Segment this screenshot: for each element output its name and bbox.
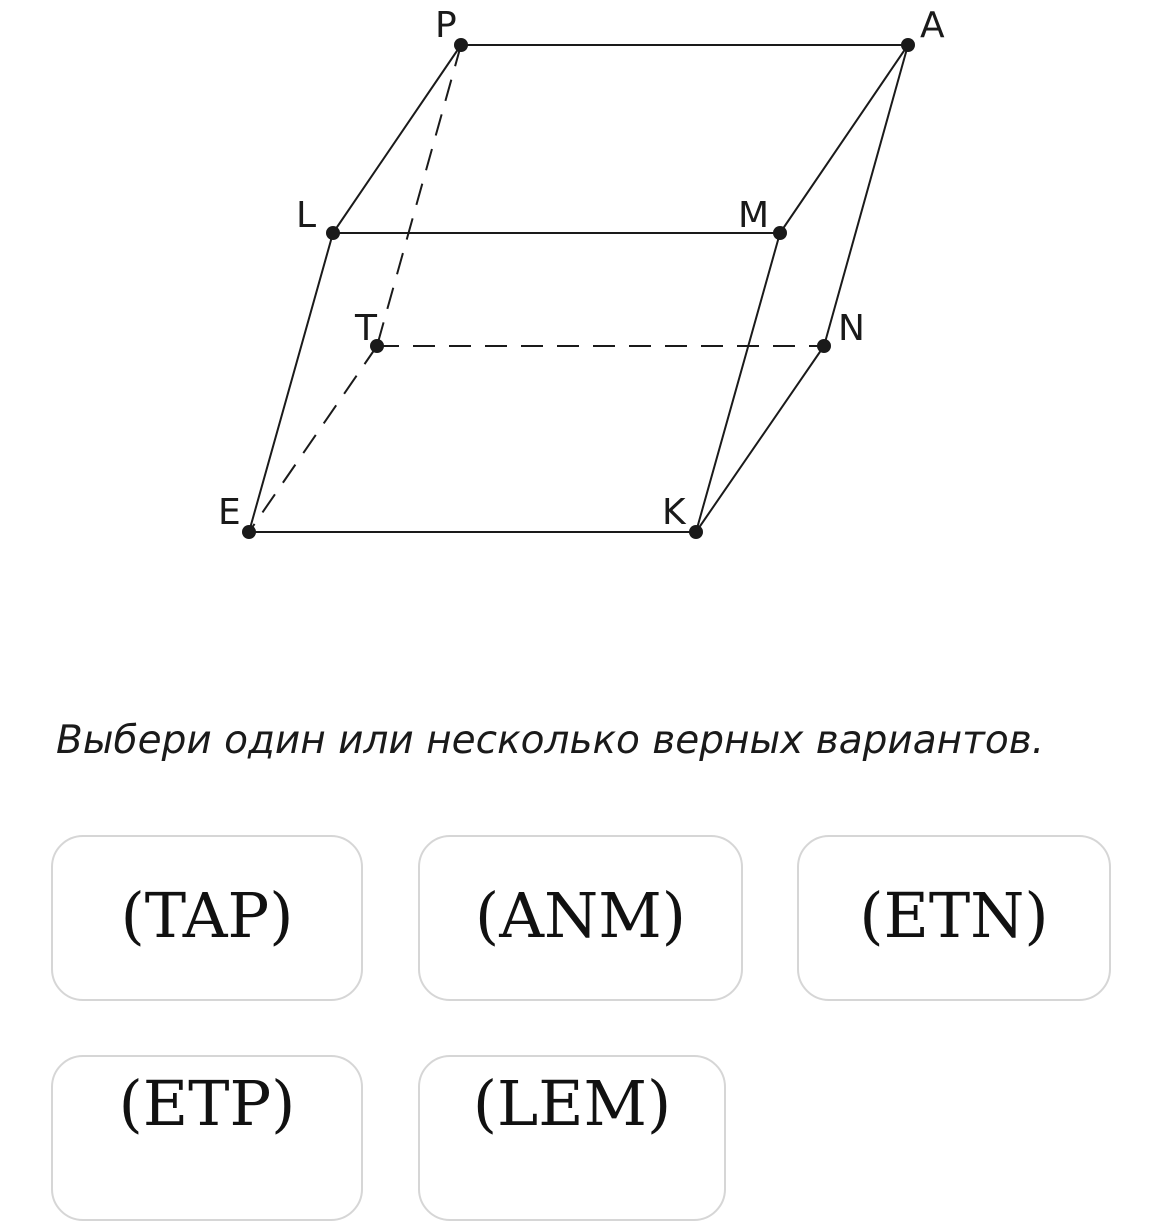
vertex-M — [773, 226, 787, 240]
answer-option-etn[interactable] — [797, 835, 1111, 1001]
vertex-label-E: E — [218, 492, 241, 533]
edge-LE — [249, 233, 333, 532]
edge-AN — [824, 45, 908, 346]
answer-option-etp[interactable] — [51, 1055, 363, 1221]
answer-option-anm[interactable] — [418, 835, 743, 1001]
answer-option-label: (ANM) — [475, 878, 686, 952]
answer-option-lem[interactable] — [418, 1055, 726, 1221]
vertex-E — [242, 525, 256, 539]
vertex-label-P: P — [435, 5, 457, 46]
vertex-L — [326, 226, 340, 240]
answer-option-label: (TAP) — [120, 878, 294, 952]
answer-option-label: (ETP) — [118, 1066, 296, 1140]
vertex-label-A: A — [920, 5, 945, 46]
vertex-label-L: L — [296, 195, 317, 236]
vertex-label-M: M — [738, 195, 770, 236]
edge-MK — [696, 233, 780, 532]
vertex-label-T: T — [355, 308, 377, 349]
vertex-label-K: K — [662, 492, 686, 533]
vertex-N — [817, 339, 831, 353]
edge-PL — [333, 45, 461, 233]
answer-option-label: (ETN) — [859, 878, 1049, 952]
edge-AM — [780, 45, 908, 233]
edge-PT — [377, 45, 461, 346]
answer-option-label: (LEM) — [472, 1066, 672, 1140]
instruction-text: Выбери один или несколько верных вариантов. — [56, 718, 1045, 763]
vertex-K — [689, 525, 703, 539]
edge-NK — [696, 346, 824, 532]
answer-option-tap[interactable] — [51, 835, 363, 1001]
vertex-label-N: N — [838, 308, 865, 349]
vertex-A — [901, 38, 915, 52]
edge-TE — [249, 346, 377, 532]
